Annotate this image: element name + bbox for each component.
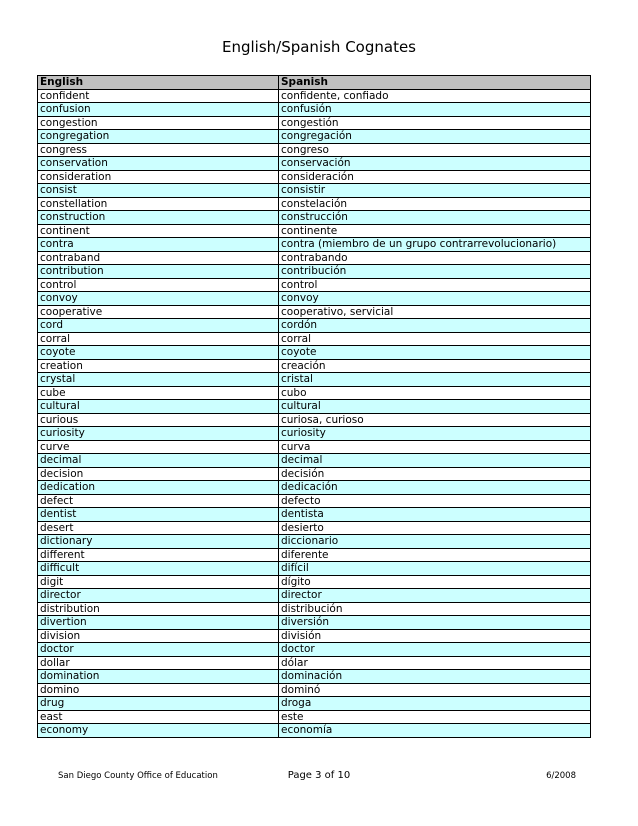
table-row — [38, 643, 591, 657]
spanish-cell: curiosa, curioso — [279, 413, 591, 427]
table-row — [38, 548, 591, 562]
english-cell: distribution — [38, 602, 279, 616]
table-row — [38, 535, 591, 549]
column-header-spanish: Spanish — [279, 76, 591, 90]
table-row — [38, 508, 591, 522]
table-row — [38, 724, 591, 738]
english-cell: defect — [38, 494, 279, 508]
english-cell: curiosity — [38, 427, 279, 441]
table-row — [38, 629, 591, 643]
table-row — [38, 332, 591, 346]
table-row — [38, 602, 591, 616]
spanish-cell: desierto — [279, 521, 591, 535]
english-cell: difficult — [38, 562, 279, 576]
table-row — [38, 278, 591, 292]
spanish-cell: dentista — [279, 508, 591, 522]
page-title: English/Spanish Cognates — [221, 38, 416, 56]
english-cell: east — [38, 710, 279, 724]
english-cell: construction — [38, 211, 279, 225]
english-cell: digit — [38, 575, 279, 589]
english-cell: coyote — [38, 346, 279, 360]
table-row — [38, 116, 591, 130]
english-cell: contraband — [38, 251, 279, 265]
spanish-cell: director — [279, 589, 591, 603]
table-row — [38, 575, 591, 589]
table-row — [38, 386, 591, 400]
english-cell: creation — [38, 359, 279, 373]
footer-date: 6/2008 — [546, 771, 576, 781]
english-cell: economy — [38, 724, 279, 738]
spanish-cell: decisión — [279, 467, 591, 481]
table-row — [38, 454, 591, 468]
spanish-cell: confusión — [279, 103, 591, 117]
spanish-cell: congregación — [279, 130, 591, 144]
english-cell: contribution — [38, 265, 279, 279]
table-row — [38, 521, 591, 535]
english-cell: decimal — [38, 454, 279, 468]
spanish-cell: confidente, confiado — [279, 89, 591, 103]
english-cell: dictionary — [38, 535, 279, 549]
english-cell: consideration — [38, 170, 279, 184]
spanish-cell: cubo — [279, 386, 591, 400]
spanish-cell: defecto — [279, 494, 591, 508]
spanish-cell: conservación — [279, 157, 591, 171]
spanish-cell: congestión — [279, 116, 591, 130]
spanish-cell: creación — [279, 359, 591, 373]
table-row — [38, 683, 591, 697]
spanish-cell: diferente — [279, 548, 591, 562]
english-cell: drug — [38, 697, 279, 711]
english-cell: congregation — [38, 130, 279, 144]
english-cell: contra — [38, 238, 279, 252]
table-header-row — [38, 76, 591, 90]
english-cell: domino — [38, 683, 279, 697]
english-cell: dentist — [38, 508, 279, 522]
table-row — [38, 346, 591, 360]
spanish-cell: difícil — [279, 562, 591, 576]
table-row — [38, 427, 591, 441]
english-cell: cultural — [38, 400, 279, 414]
english-cell: confusion — [38, 103, 279, 117]
english-cell: congress — [38, 143, 279, 157]
table-row — [38, 710, 591, 724]
table-row — [38, 157, 591, 171]
spanish-cell: consideración — [279, 170, 591, 184]
spanish-cell: economía — [279, 724, 591, 738]
table-row — [38, 103, 591, 117]
table-row — [38, 319, 591, 333]
english-cell: director — [38, 589, 279, 603]
table-row — [38, 616, 591, 630]
english-cell: crystal — [38, 373, 279, 387]
english-cell: cube — [38, 386, 279, 400]
spanish-cell: continente — [279, 224, 591, 238]
english-cell: control — [38, 278, 279, 292]
english-cell: conservation — [38, 157, 279, 171]
spanish-cell: curva — [279, 440, 591, 454]
english-cell: divertion — [38, 616, 279, 630]
table-row — [38, 265, 591, 279]
spanish-cell: distribución — [279, 602, 591, 616]
spanish-cell: dígito — [279, 575, 591, 589]
english-cell: constellation — [38, 197, 279, 211]
english-cell: continent — [38, 224, 279, 238]
english-cell: congestion — [38, 116, 279, 130]
table-row — [38, 589, 591, 603]
column-header-english: English — [38, 76, 279, 90]
english-cell: consist — [38, 184, 279, 198]
spanish-cell: contribución — [279, 265, 591, 279]
table-row — [38, 184, 591, 198]
spanish-cell: cristal — [279, 373, 591, 387]
cognates-table — [37, 75, 591, 738]
spanish-cell: contrabando — [279, 251, 591, 265]
spanish-cell: coyote — [279, 346, 591, 360]
english-cell: domination — [38, 670, 279, 684]
table-row — [38, 494, 591, 508]
spanish-cell: congreso — [279, 143, 591, 157]
table-row — [38, 670, 591, 684]
english-cell: desert — [38, 521, 279, 535]
english-cell: cooperative — [38, 305, 279, 319]
table-row — [38, 238, 591, 252]
table-row — [38, 130, 591, 144]
spanish-cell: droga — [279, 697, 591, 711]
spanish-cell: diversión — [279, 616, 591, 630]
table-row — [38, 292, 591, 306]
spanish-cell: dominó — [279, 683, 591, 697]
table-row — [38, 400, 591, 414]
table-row — [38, 224, 591, 238]
spanish-cell: este — [279, 710, 591, 724]
spanish-cell: dedicación — [279, 481, 591, 495]
spanish-cell: cultural — [279, 400, 591, 414]
table-row — [38, 697, 591, 711]
spanish-cell: cooperativo, servicial — [279, 305, 591, 319]
table-row — [38, 440, 591, 454]
spanish-cell: convoy — [279, 292, 591, 306]
table-row — [38, 467, 591, 481]
spanish-cell: cordón — [279, 319, 591, 333]
english-cell: doctor — [38, 643, 279, 657]
table-row — [38, 481, 591, 495]
spanish-cell: dólar — [279, 656, 591, 670]
footer-page-number: Page 3 of 10 — [287, 770, 351, 781]
table-row — [38, 197, 591, 211]
english-cell: dedication — [38, 481, 279, 495]
spanish-cell: consistir — [279, 184, 591, 198]
table-row — [38, 305, 591, 319]
english-cell: different — [38, 548, 279, 562]
table-row — [38, 89, 591, 103]
spanish-cell: diccionario — [279, 535, 591, 549]
english-cell: curious — [38, 413, 279, 427]
english-cell: cord — [38, 319, 279, 333]
spanish-cell: curiosity — [279, 427, 591, 441]
spanish-cell: control — [279, 278, 591, 292]
english-cell: dollar — [38, 656, 279, 670]
english-cell: division — [38, 629, 279, 643]
table-row — [38, 211, 591, 225]
english-cell: corral — [38, 332, 279, 346]
table-row — [38, 170, 591, 184]
table-row — [38, 413, 591, 427]
table-row — [38, 359, 591, 373]
english-cell: confident — [38, 89, 279, 103]
table-row — [38, 373, 591, 387]
spanish-cell: contra (miembro de un grupo contrarrevolucionario) — [279, 238, 591, 252]
english-cell: decision — [38, 467, 279, 481]
spanish-cell: dominación — [279, 670, 591, 684]
spanish-cell: doctor — [279, 643, 591, 657]
table-row — [38, 656, 591, 670]
spanish-cell: decimal — [279, 454, 591, 468]
english-cell: convoy — [38, 292, 279, 306]
spanish-cell: construcción — [279, 211, 591, 225]
footer-organization: San Diego County Office of Education — [58, 771, 218, 781]
spanish-cell: constelación — [279, 197, 591, 211]
english-cell: curve — [38, 440, 279, 454]
spanish-cell: corral — [279, 332, 591, 346]
table-row — [38, 251, 591, 265]
table-row — [38, 562, 591, 576]
table-row — [38, 143, 591, 157]
spanish-cell: división — [279, 629, 591, 643]
